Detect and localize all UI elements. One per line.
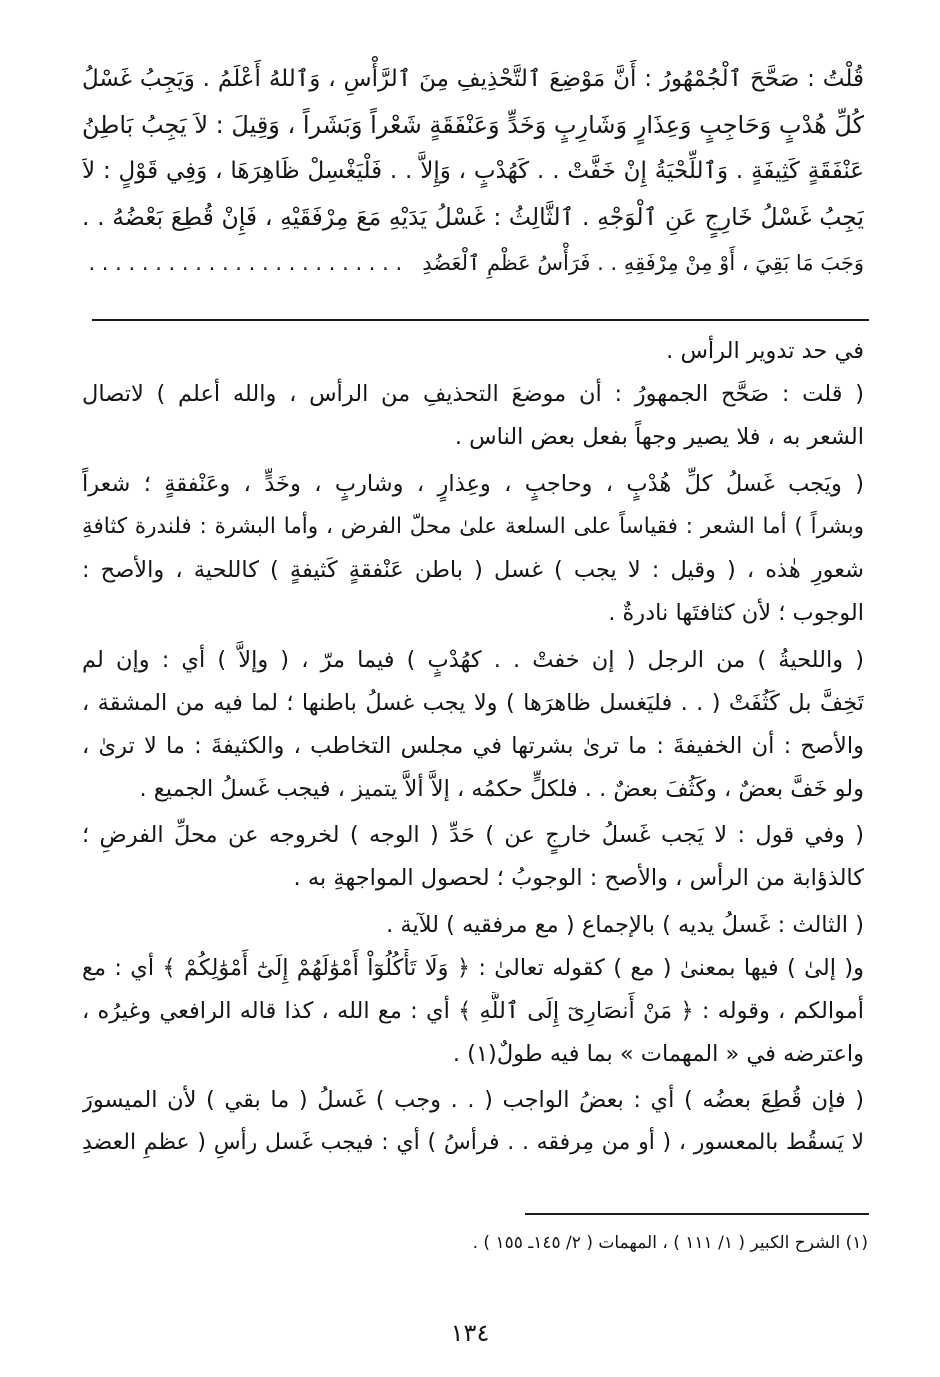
separator-rule [92,319,869,321]
commentary-line: ( فإن قُطِعَ بعضُه ) أي : بعضُ الواجب ( . . وجب ) غَسلُ ( ما بقي ) لأن الميسورَ [82,1087,864,1113]
commentary-line: ( الثالث : غَسلُ يديه ) بالإجماع ( مع مرفقيه ) للآية . [386,912,864,938]
footnote-rule [525,1213,869,1215]
commentary-line: تَخِفَّ بل كَثُفَتْ ( . . فليَغسل ظاهرَها ) ولا يجب غسلُ باطنها ؛ لما فيه من المشقة ، [82,690,864,716]
commentary-line: الشعر به ، فلا يصير وجهاً بفعل بعض الناس . [454,424,864,450]
commentary-line: كالذؤابة من الرأس ، والأصح : الوجوبُ ؛ لحصول المواجهةِ به . [293,865,864,891]
commentary-line: ( وفي قول : لا يَجب غَسلُ خارجٍ عن ) حَدِّ ( الوجه ) لخروجه عن محلِّ الفرضِ ؛ [82,822,864,848]
commentary-line: لا يَسقُط بالمعسور ، ( أو من مِرفقه . . فرأسُ ) أي : فيجب غَسل رأسِ ( عظمِ العضدِ [82,1130,864,1155]
matn-last-text: وَجَبَ مَا بَقِيَ ، أَوْ مِنْ مِرْفَقِهِ . . فَرَأْسُ عَظْمِ ٱلْعَضُدِ [422,251,864,275]
matn-line: يَجِبُ غَسْلُ خَارِجٍ عَنِ ٱلْوَجْهِ . ٱلثَّالِثُ : غَسْلُ يَدَيْهِ مَعَ مِرْفَقَيْهِ ، فَإِنْ قُطِعَ بَعْضُهُ . . [82,203,864,231]
matn-line [82,240,864,286]
commentary-line: شعورِ هٰذه ، ( وقيل : لا يجب ) غسل ( باطن عَنْفقةٍ كَثيفةٍ ) كاللحية ، والأصح : [82,557,864,583]
matn-continuation-dots: . . . . . . . . . . . . . . . . . . . . . . . . [88,251,403,275]
commentary-line: في حد تدوير الرأس . [666,338,864,364]
commentary-line: ولو خَفَّ بعضٌ ، وكَثُفَ بعضٌ . . فلكلٍّ حكمُه ، إلاَّ ألاَّ يتميز ، فيجب غَسلُ الجميع . [139,776,864,802]
commentary-line: ( قلت : صَحَّح الجمهورُ : أن موضعَ التحذيفِ من الرأس ، والله أعلم ) لاتصال [82,381,864,407]
commentary-line: ( ويَجب غَسلُ كلِّ هُدْبٍ ، وحاجبٍ ، وعِذارٍ ، وشاربٍ ، وخَدٍّ ، وعَنْفقةٍ ؛ شعراً [82,471,864,497]
commentary-line: واعترضه في « المهمات » بما فيه طولٌ(١) . [452,1041,864,1067]
page-number: ١٣٤ [450,1319,490,1347]
footnote: (١) الشرح الكبير ( ١/ ١١١ ) ، المهمات ( ٢/ ١٤٥ـ ١٥٥ ) . [472,1233,868,1253]
matn-line: كُلِّ هُدْبٍ وَحَاجِبٍ وَعِذَارٍ وَشَارِبٍ وَخَدٍّ وَعَنْفَقَةٍ شَعْراً وَبَشَراً ، وَقِيلَ : لاَ يَجِبُ بَاطِنُ [82,111,864,139]
commentary-line: الوجوب ؛ لأن كثافتَها نادرةٌ . [608,600,864,626]
commentary-line: أموالكم ، وقوله : ﴿ مَنْ أَنصَارِىٓ إِلَى ٱللَّهِ ﴾ أي : مع الله ، كذا قاله الرافعي وغيرُه ، [82,998,864,1024]
commentary-line: والأصح : أن الخفيفةَ : ما ترىٰ بشرتها في مجلس التخاطب ، والكثيفةَ : ما لا ترىٰ ، [82,733,864,759]
commentary-line: وبشراً ) أما الشعر : فقياساً على السلعة علىٰ محلّ الفرض ، وأما البشرة : فلندرة كثافةِ [82,514,864,539]
commentary-line: و( إلىٰ ) فيها بمعنىٰ ( مع ) كقوله تعالىٰ : ﴿ وَلَا تَأْكُلُوٓاْ أَمْوَٰلَهُمْ إِلَىٰٓ أَمْوَٰلِكُمْ ﴾ أي : مع [82,955,864,981]
commentary-line: ( واللحيةُ ) من الرجل ( إن خفتْ . . كهُدْبٍ ) فيما مرّ ، ( وإلاَّ ) أي : وإن لم [82,647,864,673]
matn-line: قُلْتُ : صَحَّحَ ٱلْجُمْهُورُ : أَنَّ مَوْضِعَ ٱلتَّحْذِيفِ مِنَ ٱلرَّأْسِ ، وَٱللهُ أَعْلَمُ . وَيَجِبُ غَسْلُ [82,66,864,92]
matn-line: عَنْفَقَةٍ كَثِيفَةٍ . وَٱللِّحْيَةُ إِنْ خَفَّتْ . . كَهُدْبٍ ، وَإِلاَّ . . فَلْيَغْسِلْ ظَاهِرَهَا ، وَفِي قَوْلٍ : لاَ [82,158,864,184]
